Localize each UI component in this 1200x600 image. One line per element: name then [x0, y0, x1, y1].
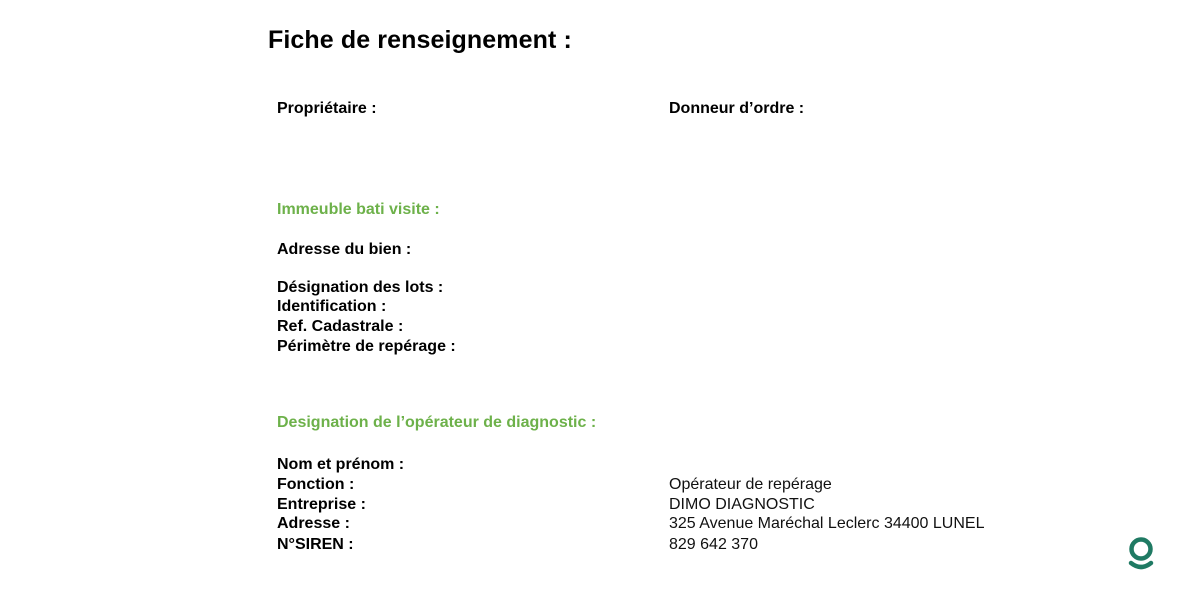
proprietaire-label: Propriétaire :: [277, 100, 377, 117]
perimetre-label: Périmètre de repérage :: [277, 338, 456, 355]
adresse-value: 325 Avenue Maréchal Leclerc 34400 LUNEL: [669, 515, 985, 532]
brand-logo-icon: [1126, 536, 1156, 572]
nom-prenom-label: Nom et prénom :: [277, 456, 405, 473]
immeuble-heading: Immeuble bati visite :: [277, 201, 440, 218]
entreprise-label: Entreprise :: [277, 496, 366, 513]
donneur-ordre-label: Donneur d’ordre :: [669, 100, 805, 117]
siren-label: N°SIREN :: [277, 536, 354, 553]
operateur-heading: Designation de l’opérateur de diagnostic :: [277, 414, 597, 431]
fonction-label: Fonction :: [277, 476, 355, 493]
fonction-value: Opérateur de repérage: [669, 476, 832, 493]
page-title: Fiche de renseignement :: [268, 26, 572, 54]
identification-label: Identification :: [277, 298, 387, 315]
entreprise-value: DIMO DIAGNOSTIC: [669, 496, 815, 513]
adresse-label: Adresse :: [277, 515, 350, 532]
siren-value: 829 642 370: [669, 536, 758, 553]
designation-lots-label: Désignation des lots :: [277, 279, 444, 296]
adresse-bien-label: Adresse du bien :: [277, 241, 412, 258]
ref-cadastrale-label: Ref. Cadastrale :: [277, 318, 404, 335]
